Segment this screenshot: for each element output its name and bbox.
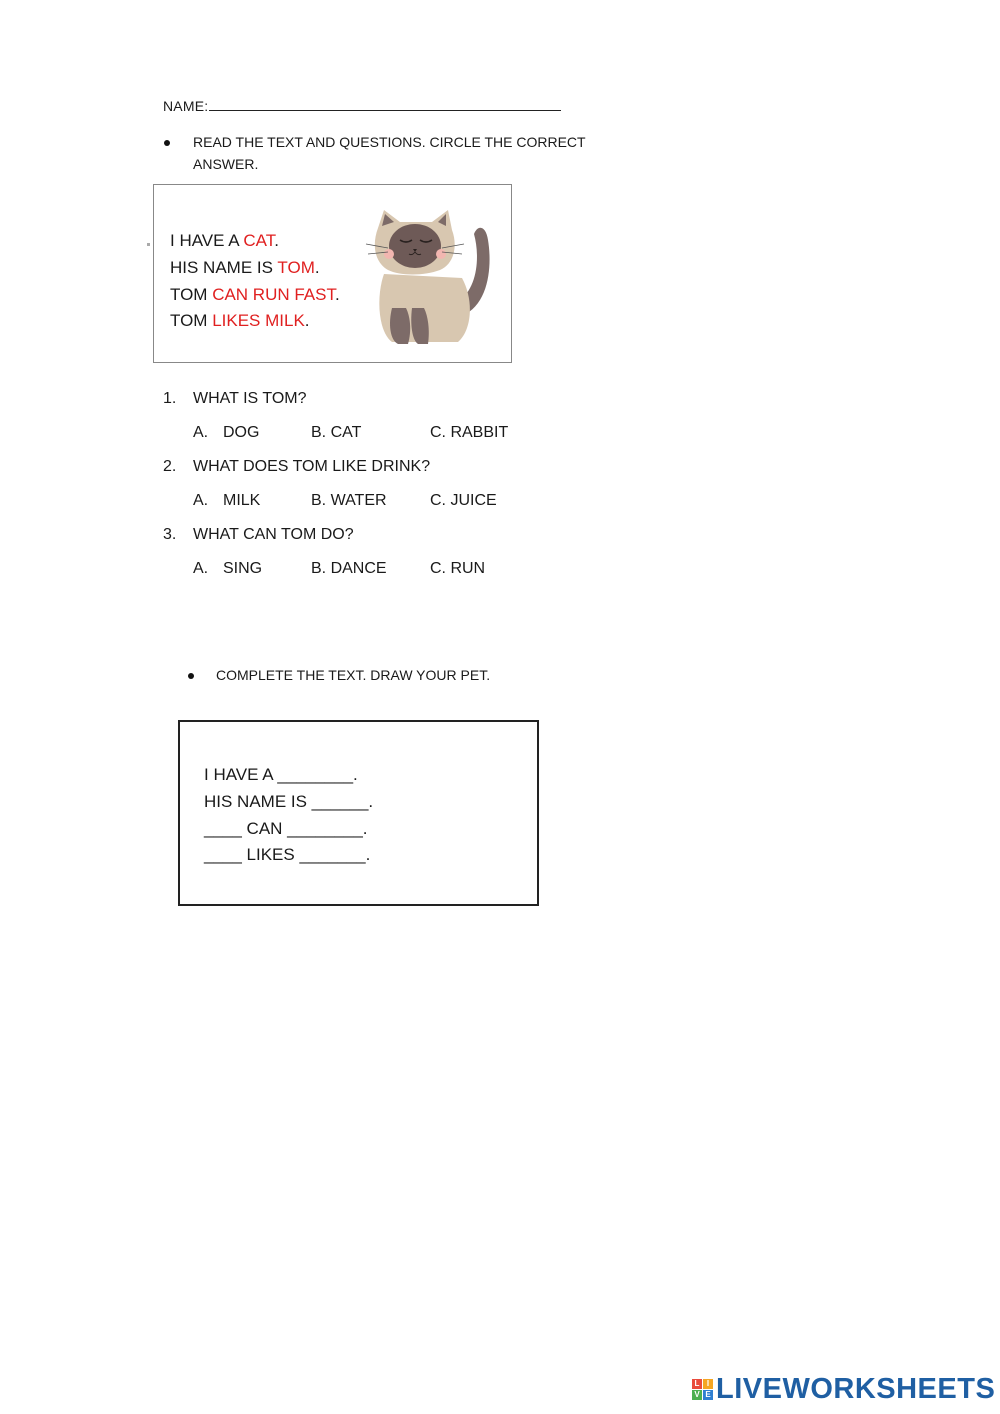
q3-option-a-letter: A. bbox=[193, 560, 209, 577]
question-3-text: WHAT CAN TOM DO? bbox=[193, 526, 354, 543]
question-3-number: 3. bbox=[163, 526, 177, 543]
story-line-4: TOM LIKES MILK. bbox=[170, 311, 310, 330]
cat-illustration bbox=[362, 204, 498, 350]
question-2-text: WHAT DOES TOM LIKE DRINK? bbox=[193, 458, 431, 475]
logo-letter-l: L bbox=[692, 1379, 702, 1389]
instruction-line-1: READ THE TEXT AND QUESTIONS. CIRCLE THE CORRECT bbox=[193, 134, 586, 150]
logo-letter-i: I bbox=[703, 1379, 713, 1389]
fill-line-2[interactable]: HIS NAME IS ______. bbox=[204, 792, 374, 811]
bullet-icon bbox=[164, 140, 170, 146]
liveworksheets-logo bbox=[692, 1373, 995, 1406]
q1-option-b[interactable]: B. CAT bbox=[311, 424, 362, 441]
q2-option-c[interactable]: C. JUICE bbox=[430, 492, 497, 509]
fill-line-4[interactable]: ____ LIKES _______. bbox=[204, 845, 371, 864]
instruction-line-2: ANSWER. bbox=[193, 156, 259, 172]
bullet-icon bbox=[188, 673, 194, 679]
story-line-1: I HAVE A CAT. bbox=[170, 231, 279, 250]
logo-icon bbox=[692, 1379, 713, 1400]
section2-instruction: COMPLETE THE TEXT. DRAW YOUR PET. bbox=[216, 667, 491, 683]
q2-option-a-letter: A. bbox=[193, 492, 209, 509]
fill-line-3[interactable]: ____ CAN ________. bbox=[204, 819, 368, 838]
logo-text: LIVEWORKSHEETS bbox=[716, 1373, 996, 1405]
section1-instruction bbox=[193, 131, 586, 175]
q2-option-a[interactable]: MILK bbox=[223, 492, 261, 509]
story-line-2: HIS NAME IS TOM. bbox=[170, 258, 320, 277]
drawing-box[interactable] bbox=[178, 720, 539, 906]
question-1-number: 1. bbox=[163, 390, 177, 407]
q1-option-c[interactable]: C. RABBIT bbox=[430, 424, 509, 441]
name-underline bbox=[209, 96, 561, 111]
box-mark bbox=[147, 243, 150, 246]
name-field[interactable] bbox=[163, 96, 561, 114]
logo-letter-v: V bbox=[692, 1390, 702, 1400]
q2-option-b[interactable]: B. WATER bbox=[311, 492, 387, 509]
fill-line-1[interactable]: I HAVE A ________. bbox=[204, 765, 358, 784]
question-1-text: WHAT IS TOM? bbox=[193, 390, 307, 407]
question-2-number: 2. bbox=[163, 458, 177, 475]
q1-option-a[interactable]: DOG bbox=[223, 424, 260, 441]
q3-option-a[interactable]: SING bbox=[223, 560, 263, 577]
q3-option-c[interactable]: C. RUN bbox=[430, 560, 486, 577]
story-line-3: TOM CAN RUN FAST. bbox=[170, 285, 340, 304]
q3-option-b[interactable]: B. DANCE bbox=[311, 560, 387, 577]
name-label: NAME: bbox=[163, 98, 209, 114]
q1-option-a-letter: A. bbox=[193, 424, 209, 441]
logo-letter-e: E bbox=[703, 1390, 713, 1400]
